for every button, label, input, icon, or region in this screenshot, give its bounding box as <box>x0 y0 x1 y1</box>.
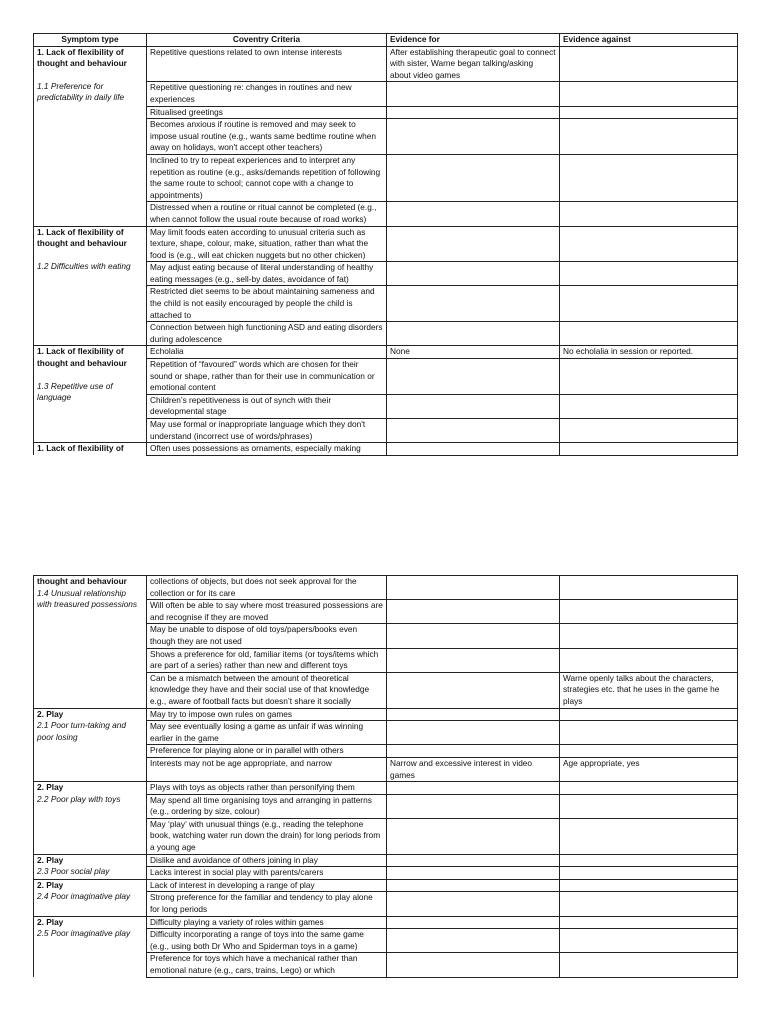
criteria-cell: Preference for toys which have a mechanical rather than emotional nature (e.g., cars, trains, Lego) or which <box>147 953 387 977</box>
criteria-cell: Shows a preference for old, familiar items (or toys/items which are part of a series) rather than new and different toys <box>147 648 387 672</box>
criteria-cell: Plays with toys as objects rather than personifying them <box>147 782 387 795</box>
evidence-against-cell <box>560 600 738 624</box>
evidence-against-cell <box>560 119 738 155</box>
symptom-type-cell <box>34 576 147 709</box>
evidence-against-cell <box>560 154 738 201</box>
table-row <box>34 854 738 867</box>
criteria-cell: May spend all time organising toys and arranging in patterns (e.g., ordering by size, colour) <box>147 794 387 818</box>
evidence-for-cell <box>387 879 560 892</box>
evidence-against-cell <box>560 892 738 916</box>
table-row <box>34 346 738 359</box>
evidence-for-cell <box>387 359 560 395</box>
criteria-cell: Often uses possessions as ornaments, especially making <box>147 443 387 456</box>
evidence-against-cell <box>560 818 738 854</box>
table-row <box>34 226 738 262</box>
evidence-against-cell <box>560 202 738 226</box>
evidence-against-cell <box>560 879 738 892</box>
symptom-subtype: 2.5 Poor imaginative play <box>37 928 131 939</box>
coventry-criteria-table-continued <box>33 575 738 978</box>
criteria-cell: Lack of interest in developing a range of play <box>147 879 387 892</box>
criteria-cell: May limit foods eaten according to unusual criteria such as texture, shape, colour, make, situation, rather than what the food is (e.g., will eat chicken nuggets but no other chicken) <box>147 226 387 262</box>
symptom-type: 2. Play <box>37 879 64 890</box>
symptom-subtype: 2.4 Poor imaginative play <box>37 891 131 902</box>
criteria-cell: May use formal or inappropriate language which they don't understand (incorrect use of words/phrases) <box>147 419 387 443</box>
symptom-subtype: 2.1 Poor turn-taking and poor losing <box>37 720 127 742</box>
symptom-subtype: 1.1 Preference for predictability in daily life <box>37 80 125 103</box>
evidence-against-cell <box>560 782 738 795</box>
evidence-for-cell <box>387 708 560 721</box>
criteria-cell: Repetitive questioning re: changes in routines and new experiences <box>147 82 387 106</box>
evidence-for-cell <box>387 745 560 758</box>
evidence-for-cell <box>387 202 560 226</box>
evidence-for-cell <box>387 818 560 854</box>
evidence-against-cell <box>560 745 738 758</box>
header-criteria: Coventry Criteria <box>147 34 387 47</box>
symptom-type: 1. Lack of flexibility of thought and behaviour <box>37 46 127 69</box>
evidence-for-cell <box>387 286 560 322</box>
symptom-type-cell <box>34 854 147 879</box>
evidence-for-cell <box>387 154 560 201</box>
symptom-type: 1. Lack of flexibility of thought and behaviour <box>37 346 127 369</box>
evidence-against-cell: Age appropriate, yes <box>560 757 738 781</box>
criteria-cell: Connection between high functioning ASD and eating disorders during adolescence <box>147 322 387 346</box>
assessment-table-page-2 <box>33 575 737 978</box>
symptom-subtype: 1.4 Unusual relationship with treasured possessions <box>37 587 138 610</box>
evidence-for-cell <box>387 794 560 818</box>
criteria-cell: Preference for playing alone or in parallel with others <box>147 745 387 758</box>
evidence-for-cell <box>387 624 560 648</box>
table-row <box>34 576 738 600</box>
symptom-subtype: 2.3 Poor social play <box>37 866 110 877</box>
symptom-subtype: 1.2 Difficulties with eating <box>37 260 131 271</box>
evidence-against-cell <box>560 286 738 322</box>
evidence-for-cell <box>387 394 560 418</box>
evidence-against-cell <box>560 443 738 456</box>
evidence-against-cell <box>560 394 738 418</box>
evidence-against-cell <box>560 794 738 818</box>
symptom-type: 2. Play <box>37 916 64 927</box>
criteria-cell: May see eventually losing a game as unfair if was winning earlier in the game <box>147 721 387 745</box>
evidence-against-cell <box>560 867 738 880</box>
criteria-cell: Restricted diet seems to be about maintaining sameness and the child is not easily encouraged by people the child is attached to <box>147 286 387 322</box>
evidence-against-cell <box>560 82 738 106</box>
table-row <box>34 916 738 929</box>
evidence-against-cell <box>560 624 738 648</box>
criteria-cell: Lacks interest in social play with parents/carers <box>147 867 387 880</box>
criteria-cell: May try to impose own rules on games <box>147 708 387 721</box>
evidence-for-cell <box>387 854 560 867</box>
criteria-cell: Inclined to try to repeat experiences and to interpret any repetition as routine (e.g., asks/demands repetition of following the same route to school; cannot cope with a change to appointments) <box>147 154 387 201</box>
evidence-for-cell <box>387 600 560 624</box>
evidence-for-cell <box>387 322 560 346</box>
symptom-type: 2. Play <box>37 854 64 865</box>
symptom-type-cell <box>34 916 147 977</box>
evidence-for-cell <box>387 892 560 916</box>
criteria-cell: Interests may not be age appropriate, and narrow <box>147 757 387 781</box>
evidence-for-cell <box>387 867 560 880</box>
evidence-for-cell <box>387 953 560 977</box>
evidence-against-cell <box>560 46 738 82</box>
evidence-against-cell <box>560 708 738 721</box>
evidence-against-cell <box>560 359 738 395</box>
table-row <box>34 782 738 795</box>
evidence-for-cell <box>387 443 560 456</box>
symptom-type: 1. Lack of flexibility of thought and behaviour <box>37 226 127 249</box>
symptom-type-cell <box>34 443 147 456</box>
table-row <box>34 708 738 721</box>
criteria-cell: Repetition of “favoured” words which are chosen for their sound or shape, rather than for their use in communication or emotional content <box>147 359 387 395</box>
evidence-against-cell: No echolalia in session or reported. <box>560 346 738 359</box>
evidence-for-cell <box>387 721 560 745</box>
criteria-cell: May adjust eating because of literal understanding of healthy eating messages (e.g., sell-by dates, avoidance of fat) <box>147 262 387 286</box>
evidence-against-cell <box>560 226 738 262</box>
evidence-against-cell <box>560 106 738 119</box>
criteria-cell: Ritualised greetings <box>147 106 387 119</box>
evidence-against-cell <box>560 721 738 745</box>
criteria-cell: Difficulty incorporating a range of toys into the same game (e.g., using both Dr Who and Spiderman toys in a game) <box>147 929 387 953</box>
criteria-cell: collections of objects, but does not seek approval for the collection or for its care <box>147 576 387 600</box>
evidence-against-cell <box>560 648 738 672</box>
symptom-type-cell <box>34 346 147 443</box>
table-row <box>34 46 738 82</box>
criteria-cell: Children’s repetitiveness is out of synch with their developmental stage <box>147 394 387 418</box>
evidence-against-cell: Warne openly talks about the characters, strategies etc. that he uses in the game he plays <box>560 672 738 708</box>
evidence-for-cell: After establishing therapeutic goal to connect with sister, Warne began talking/asking about video games <box>387 46 560 82</box>
table-row <box>34 879 738 892</box>
evidence-for-cell <box>387 226 560 262</box>
evidence-for-cell <box>387 119 560 155</box>
evidence-for-cell <box>387 262 560 286</box>
evidence-for-cell <box>387 106 560 119</box>
evidence-for-cell <box>387 782 560 795</box>
symptom-type-cell <box>34 782 147 855</box>
evidence-against-cell <box>560 916 738 929</box>
symptom-type: thought and behaviour <box>37 576 127 586</box>
evidence-for-cell <box>387 419 560 443</box>
criteria-cell: Can be a mismatch between the amount of theoretical knowledge they have and their social use of that knowledge e.g., aware of football facts but doesn’t share it socially <box>147 672 387 708</box>
evidence-for-cell <box>387 672 560 708</box>
evidence-for-cell <box>387 82 560 106</box>
criteria-cell: Echolalia <box>147 346 387 359</box>
symptom-type-cell <box>34 708 147 782</box>
criteria-cell: Repetitive questions related to own intense interests <box>147 46 387 82</box>
criteria-cell: May ‘play’ with unusual things (e.g., reading the telephone book, watching water run down the drain) for long periods from a young age <box>147 818 387 854</box>
coventry-criteria-table <box>33 33 738 456</box>
evidence-against-cell <box>560 419 738 443</box>
criteria-cell: May be unable to dispose of old toys/papers/books even though they are not used <box>147 624 387 648</box>
evidence-for-cell <box>387 576 560 600</box>
evidence-for-cell: Narrow and excessive interest in video games <box>387 757 560 781</box>
evidence-against-cell <box>560 953 738 977</box>
symptom-type: 1. Lack of flexibility of <box>37 443 124 454</box>
symptom-type: 2. Play <box>37 782 64 793</box>
table-header-row <box>34 34 738 47</box>
symptom-subtype: 1.3 Repetitive use of language <box>37 380 113 403</box>
evidence-for-cell <box>387 916 560 929</box>
assessment-table-page-1 <box>33 33 737 456</box>
evidence-for-cell <box>387 648 560 672</box>
criteria-cell: Difficulty playing a variety of roles within games <box>147 916 387 929</box>
evidence-against-cell <box>560 576 738 600</box>
evidence-against-cell <box>560 262 738 286</box>
criteria-cell: Becomes anxious if routine is removed and may seek to impose usual routine (e.g., wants same bedtime routine when away on holidays, won't accept other teachers) <box>147 119 387 155</box>
symptom-subtype: 2.2 Poor play with toys <box>37 793 121 804</box>
symptom-type: 2. Play <box>37 708 64 719</box>
criteria-cell: Strong preference for the familiar and tendency to play alone for long periods <box>147 892 387 916</box>
header-symptom-type: Symptom type <box>34 34 147 47</box>
header-evidence-against: Evidence against <box>560 34 738 47</box>
symptom-type-cell <box>34 46 147 226</box>
evidence-for-cell: None <box>387 346 560 359</box>
evidence-against-cell <box>560 929 738 953</box>
evidence-against-cell <box>560 322 738 346</box>
criteria-cell: Will often be able to say where most treasured possessions are and recognise if they are moved <box>147 600 387 624</box>
criteria-cell: Distressed when a routine or ritual cannot be completed (e.g., when cannot follow the usual route because of road works) <box>147 202 387 226</box>
header-evidence-for: Evidence for <box>387 34 560 47</box>
symptom-type-cell <box>34 879 147 916</box>
criteria-cell: Dislike and avoidance of others joining in play <box>147 854 387 867</box>
evidence-for-cell <box>387 929 560 953</box>
symptom-type-cell <box>34 226 147 346</box>
evidence-against-cell <box>560 854 738 867</box>
table-row <box>34 443 738 456</box>
